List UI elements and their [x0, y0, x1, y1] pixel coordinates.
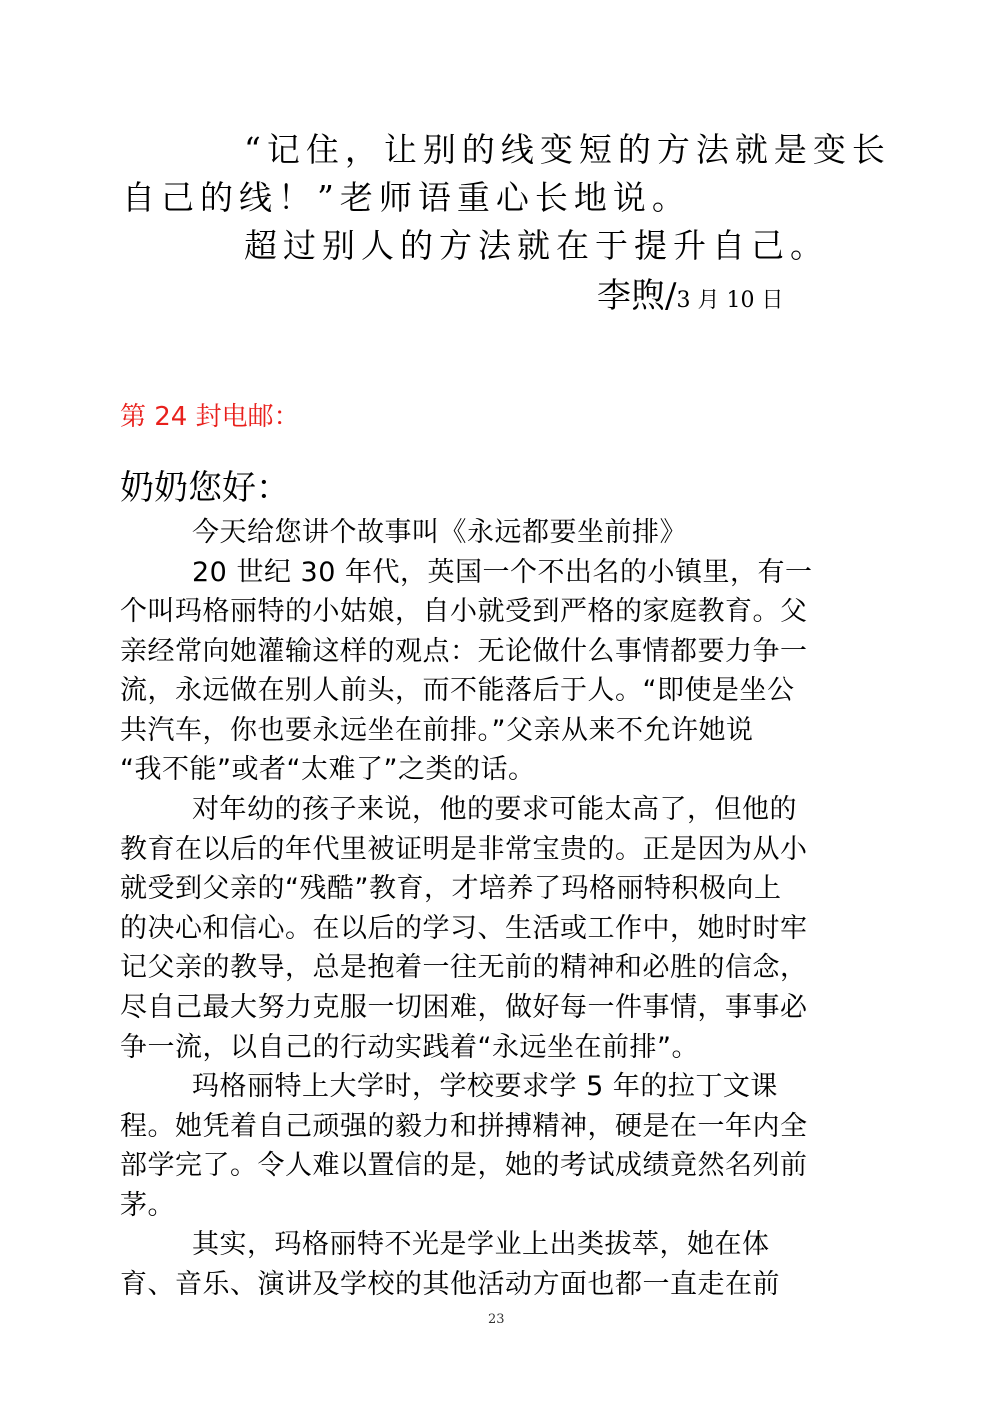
quote-line-1: “记住，让别的线变短的方法就是变长 — [244, 130, 891, 169]
body-line: 玛格丽特上大学时，学校要求学 5 年的拉丁文课 — [192, 1071, 778, 1102]
body-line: 部学完了。令人难以置信的是，她的考试成绩竟然名列前 — [120, 1150, 808, 1181]
signature — [597, 268, 783, 317]
body-line: “我不能”或者“太难了”之类的话。 — [120, 754, 536, 785]
body-line: 教育在以后的年代里被证明是非常宝贵的。正是因为从小 — [120, 834, 808, 865]
body-line: 争一流，以自己的行动实践着“永远坐在前排”。 — [120, 1032, 699, 1063]
body-line: 茅。 — [120, 1190, 175, 1221]
body-line: 流，永远做在别人前头，而不能落后于人。“即使是坐公 — [120, 675, 795, 706]
body-line: 记父亲的教导，总是抱着一往无前的精神和必胜的信念， — [120, 952, 808, 983]
body-line: 今天给您讲个故事叫《永远都要坐前排》 — [192, 517, 687, 548]
body-line: 其实，玛格丽特不光是学业上出类拔萃，她在体 — [192, 1229, 770, 1260]
quote-line-2: 自己的线！”老师语重心长地说。 — [122, 178, 691, 217]
body-line: 育、音乐、演讲及学校的其他活动方面也都一直走在前 — [120, 1269, 780, 1300]
signature-date: 3 月 10 日 — [676, 288, 784, 313]
signature-slash: / — [665, 276, 677, 316]
signature-name: 李煦 — [597, 276, 665, 316]
body-line: 尽自己最大努力克服一切困难，做好每一件事情，事事必 — [120, 992, 808, 1023]
body-line: 的决心和信心。在以后的学习、生活或工作中，她时时牢 — [120, 913, 808, 944]
body-line: 就受到父亲的“残酷”教育，才培养了玛格丽特积极向上 — [120, 873, 782, 904]
greeting: 奶奶您好： — [120, 468, 290, 508]
quote-line-3: 超过别人的方法就在于提升自己。 — [244, 226, 829, 265]
body-line: 共汽车，你也要永远坐在前排。”父亲从来不允许她说 — [120, 715, 754, 746]
email-heading: 第 24 封电邮： — [120, 402, 300, 432]
page-number: 23 — [488, 1312, 505, 1327]
body-line: 程。她凭着自己顽强的毅力和拼搏精神，硬是在一年内全 — [120, 1111, 808, 1142]
body-line: 对年幼的孩子来说，他的要求可能太高了，但他的 — [192, 794, 797, 825]
body-line: 亲经常向她灌输这样的观点：无论做什么事情都要力争一 — [120, 636, 808, 667]
body-line: 个叫玛格丽特的小姑娘，自小就受到严格的家庭教育。父 — [120, 596, 808, 627]
body-line: 20 世纪 30 年代，英国一个不出名的小镇里，有一 — [192, 557, 813, 588]
